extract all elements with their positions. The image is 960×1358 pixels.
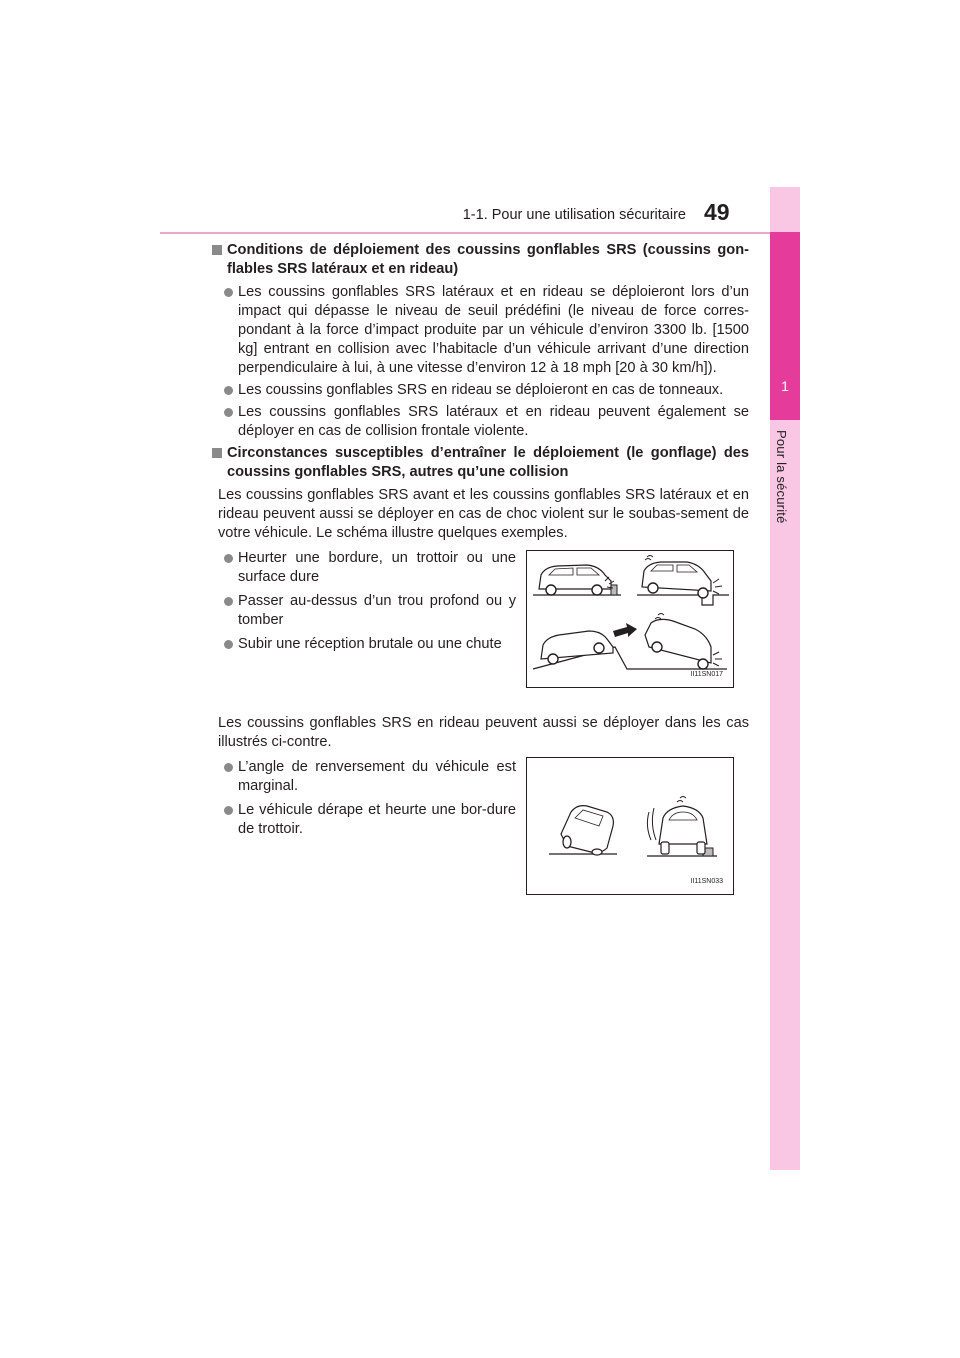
- figure-code: II11SN033: [690, 878, 723, 885]
- figure-rollover-skid: [526, 757, 734, 895]
- list-item: Les coussins gonflables SRS latéraux et en rideau se déploieront lors d’un impact qui dépasse le niveau de seuil prédéfini (le niveau de force corres-pondant à la force d’impact produite par un véhicule d’environ 3300 lb. [1500 kg] entrant en collision avec l’habitacle d’un véhicule arrivant d’une direction perpendiculaire à lui, à une vitesse d’environ 12 à 18 mph [20 à 30 km/h]).: [211, 283, 749, 378]
- section-heading: Circonstances susceptibles d’entraîner le déploiement (le gonflage) des coussins gonflables SRS, autres qu’une collision: [211, 444, 749, 482]
- page-content: [211, 241, 749, 915]
- car-tilted-icon: [549, 806, 617, 855]
- paragraph: Les coussins gonflables SRS en rideau peuvent aussi se déployer dans les cas illustrés ci-contre.: [218, 715, 749, 750]
- figure-code: II11SN017: [690, 671, 723, 678]
- figure-row: [211, 755, 749, 915]
- list-item: Le véhicule dérape et heurte une bor-dure de trottoir.: [211, 801, 516, 839]
- round-bullet-icon: [224, 806, 233, 815]
- round-bullet-icon: [224, 408, 233, 417]
- square-bullet-icon: [212, 245, 222, 255]
- list-item: L’angle de renversement du véhicule est marginal.: [211, 758, 516, 796]
- paragraph: Les coussins gonflables SRS avant et les coussins gonflables SRS latéraux et en rideau peuvent aussi se déployer en cas de choc violent sur le soubas-sement de votre véhicule. Le schéma illustre quelques exemples.: [218, 487, 749, 541]
- round-bullet-icon: [224, 554, 233, 563]
- list-item: Les coussins gonflables SRS en rideau se déploieront en cas de tonneaux.: [211, 381, 749, 400]
- figure-row: [211, 546, 749, 714]
- car-curb-icon: [533, 565, 621, 595]
- list-item: Subir une réception brutale ou une chute: [211, 635, 516, 654]
- car-skid-icon: [647, 797, 717, 857]
- page-number: 49: [704, 199, 730, 225]
- round-bullet-icon: [224, 597, 233, 606]
- round-bullet-icon: [224, 640, 233, 649]
- header-rule: [160, 232, 800, 234]
- figure-underbody-impacts: [526, 550, 734, 688]
- list-item: Passer au-dessus d’un trou profond ou y tomber: [211, 592, 516, 630]
- arrow-right-icon: [613, 623, 637, 637]
- car-hole-icon: [637, 556, 729, 606]
- chapter-label: Pour la sécurité: [774, 430, 789, 524]
- section-heading: Conditions de déploiement des coussins gonflables SRS (coussins gon-flables SRS latéraux et en rideau): [211, 241, 749, 279]
- round-bullet-icon: [224, 386, 233, 395]
- list-item: Les coussins gonflables SRS latéraux et en rideau peuvent également se déployer en cas de collision frontale violente.: [211, 403, 749, 441]
- round-bullet-icon: [224, 288, 233, 297]
- round-bullet-icon: [224, 763, 233, 772]
- chapter-number: 1: [781, 378, 789, 394]
- running-header-title: 1-1. Pour une utilisation sécuritaire: [462, 207, 686, 223]
- list-item: Heurter une bordure, un trottoir ou une surface dure: [211, 549, 516, 587]
- car-landing-icon: [645, 614, 722, 670]
- square-bullet-icon: [212, 448, 222, 458]
